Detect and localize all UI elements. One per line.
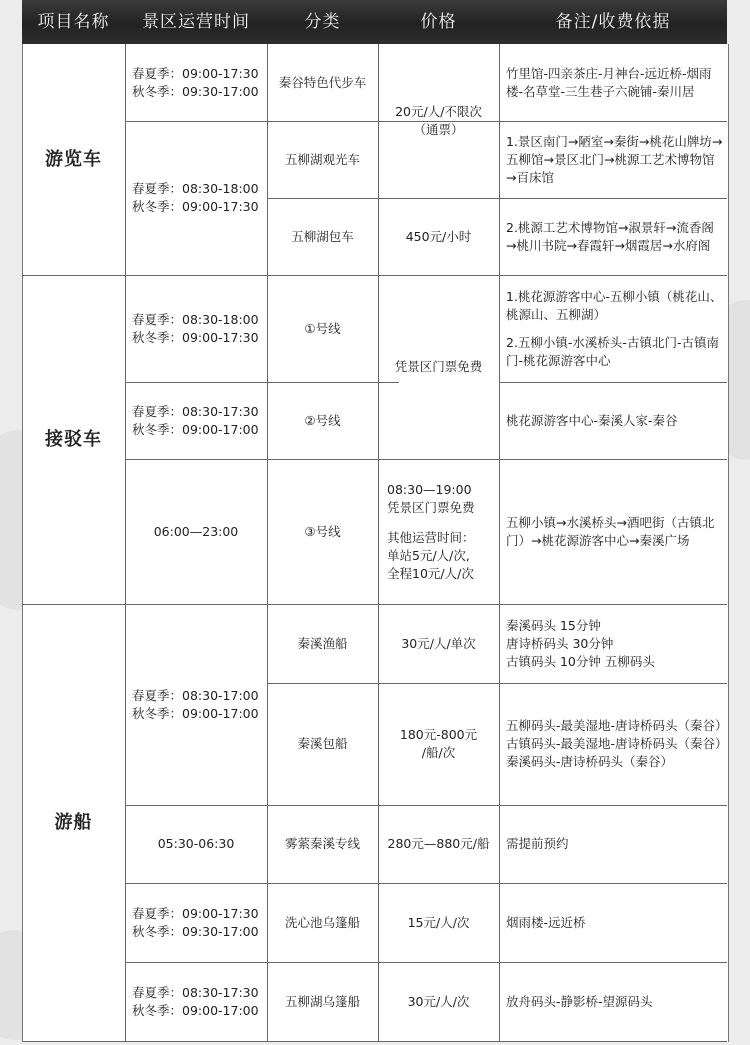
hours-cell: 06:00—23:00	[153, 523, 239, 539]
price-cell	[378, 683, 499, 805]
note-cell: 1.景区南门→陋室→秦街→桃花山牌坊→五柳馆→景区北门→桃源工艺术博物馆→百床馆	[506, 133, 723, 185]
category-cell: 秦谷特色代步车	[278, 74, 367, 90]
hours-cell	[125, 121, 267, 275]
price-value: 180元-800元	[399, 727, 478, 742]
price-line: 其他运营时间：	[387, 529, 475, 545]
price-line: 全程10元/人/次	[387, 565, 474, 581]
note-line: 2.五柳小镇-水溪桥头-古镇北门-古镇南门-桃花源游客中心	[506, 334, 719, 368]
note-line: 古镇码头 10分钟 五柳码头	[506, 653, 655, 669]
hours-autumn-winter: 秋冬季：09:00-17:30	[132, 199, 259, 214]
hours-cell	[125, 382, 267, 459]
note-line: 秦溪码头-唐诗桥码头（秦谷）	[506, 754, 674, 769]
table-header	[22, 0, 727, 45]
note-cell: 五柳小镇→水溪桥头→酒吧街（古镇北门）→桃花源游客中心→秦溪广场	[506, 514, 715, 548]
note-line: 古镇码头-最美湿地-唐诗桥码头（秦谷）	[506, 736, 728, 751]
note-cell	[499, 275, 727, 382]
price-cell	[378, 459, 499, 604]
note-cell: 烟雨楼-远近桥	[506, 914, 586, 930]
category-cell: 洗心池乌篷船	[284, 914, 360, 930]
header-price: 价格	[420, 12, 457, 32]
hours-cell	[125, 604, 267, 805]
category-cell: ②号线	[304, 412, 341, 428]
category-cell: 五柳湖观光车	[284, 151, 360, 167]
hours-spring-summer: 春夏季：08:30-18:00	[132, 311, 259, 327]
price-cell: 280元—880元/船	[387, 836, 490, 851]
note-cell: 竹里馆-四亲茶庄-月神台-远近桥-烟雨楼-名草堂-三生巷子六碗铺-秦川居	[506, 65, 712, 99]
price-note: （通票）	[413, 122, 464, 137]
price-line: 08:30—19:00	[387, 481, 472, 497]
note-cell: 桃花源游客中心-秦溪人家-秦谷	[506, 412, 678, 428]
category-cell: ③号线	[304, 523, 341, 539]
category-cell: 秦溪包船	[297, 736, 348, 751]
hours-autumn-winter: 秋冬季：09:00-17:00	[132, 421, 259, 437]
group-shuttle: 接驳车	[45, 428, 102, 450]
header-note: 备注/收费依据	[555, 12, 671, 32]
note-line: 唐诗桥码头 30分钟	[506, 635, 614, 651]
hours-spring-summer: 春夏季：08:30-17:30	[132, 984, 259, 1000]
hours-cell	[125, 275, 267, 382]
hours-cell	[125, 962, 267, 1041]
price-cell: 450元/小时	[405, 228, 472, 244]
category-cell: 五柳湖乌篷船	[284, 993, 360, 1009]
price-value: 20元/人/不限次	[395, 104, 482, 119]
hours-autumn-winter: 秋冬季：09:00-17:00	[132, 1002, 259, 1018]
category-cell: ①号线	[304, 320, 341, 336]
note-cell: 2.桃源工艺术博物馆→淑景轩→流香阁→桃川书院→春霞轩→烟霞居→水府阁	[506, 219, 714, 253]
hours-spring-summer: 春夏季：08:30-17:30	[132, 403, 259, 419]
hours-spring-summer: 春夏季：09:00-17:30	[132, 905, 259, 921]
hours-spring-summer: 春夏季：09:00-17:30	[132, 65, 259, 81]
hours-cell	[125, 883, 267, 962]
note-line: 五柳码头-最美湿地-唐诗桥码头（秦谷）	[506, 718, 728, 733]
note-cell: 放舟码头-静影桥-望源码头	[506, 993, 653, 1009]
note-cell	[499, 604, 727, 683]
price-cell: 凭景区门票免费	[394, 359, 483, 374]
hours-autumn-winter: 秋冬季：09:00-17:30	[132, 329, 259, 345]
header-item: 项目名称	[37, 12, 110, 32]
hours-autumn-winter: 秋冬季：09:30-17:00	[132, 83, 259, 99]
note-line: 秦溪码头 15分钟	[506, 617, 601, 633]
price-line: 单站5元/人/次,	[387, 547, 470, 563]
category-cell: 雾萦秦溪专线	[284, 836, 360, 851]
hours-autumn-winter: 秋冬季：09:30-17:00	[132, 923, 259, 939]
price-cell: 30元/人/次	[407, 993, 470, 1009]
hours-spring-summer: 春夏季：08:30-17:00	[132, 687, 259, 703]
price-cell: 15元/人/次	[407, 914, 470, 930]
group-boat: 游船	[54, 811, 93, 833]
price-line: 凭景区门票免费	[387, 499, 475, 515]
price-cell: 30元/人/单次	[401, 635, 476, 651]
header-hours: 景区运营时间	[142, 12, 250, 32]
header-category: 分类	[304, 12, 341, 32]
category-cell: 五柳湖包车	[291, 228, 354, 244]
price-unit: /船/次	[421, 745, 456, 760]
price-cell	[378, 44, 499, 198]
hours-spring-summer: 春夏季：08:30-18:00	[132, 181, 259, 196]
hours-cell	[125, 44, 267, 121]
price-table	[22, 0, 727, 1045]
category-cell: 秦溪渔船	[297, 635, 348, 651]
note-line: 1.桃花源游客中心-五柳小镇（桃花山、桃源山、五柳湖）	[506, 288, 723, 322]
hours-cell: 05:30-06:30	[157, 836, 235, 851]
hours-autumn-winter: 秋冬季：09:00-17:00	[132, 705, 259, 721]
table-bottom	[22, 1041, 727, 1042]
note-cell: 需提前预约	[506, 836, 569, 851]
note-cell	[499, 683, 727, 805]
group-tour-car: 游览车	[45, 148, 102, 170]
